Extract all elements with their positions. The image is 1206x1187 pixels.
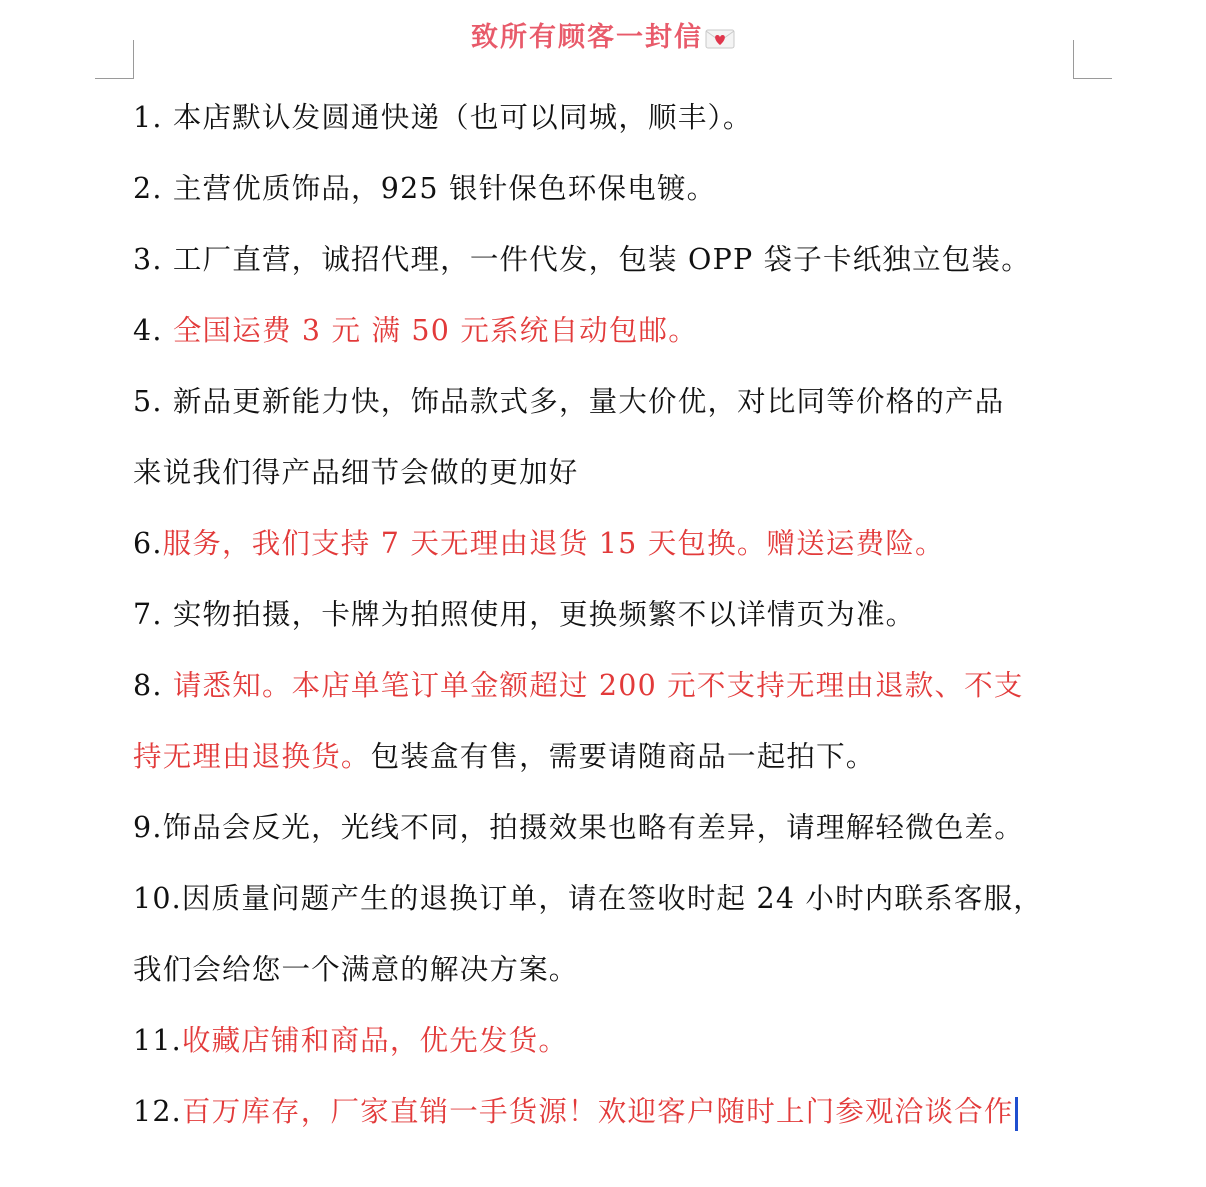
line-suffix: 包装盒有售，需要请随商品一起拍下。: [370, 740, 876, 773]
line-1: [133, 82, 1093, 153]
line-10: [133, 863, 1093, 934]
line-5-continued: [133, 437, 1093, 508]
line-6: [133, 508, 1093, 579]
line-8-continued: [133, 721, 1093, 792]
line-text: 10.因质量问题产生的退换订单，请在签收时起 24 小时内联系客服，: [133, 882, 1044, 915]
page-margin-corner-right: [1073, 40, 1112, 79]
line-text: 1. 本店默认发圆通快递（也可以同城，顺丰）。: [133, 101, 753, 134]
line-prefix: 11.: [133, 1024, 182, 1057]
text-cursor: [1015, 1097, 1018, 1131]
line-3: [133, 224, 1093, 295]
line-prefix: 4.: [133, 314, 173, 347]
line-emphasis: 百万库存，厂家直销一手货源！欢迎客户随时上门参观洽谈合作: [181, 1095, 1014, 1128]
line-prefix: 6.: [133, 527, 163, 560]
line-emphasis: 收藏店铺和商品，优先发货。: [181, 1024, 569, 1057]
line-8: [133, 650, 1093, 721]
line-text: 9.饰品会反光，光线不同，拍摄效果也略有差异，请理解轻微色差。: [133, 811, 1024, 844]
line-2: [133, 153, 1093, 224]
line-text: 我们会给您一个满意的解决方案。: [133, 953, 579, 986]
line-emphasis: 请悉知。本店单笔订单金额超过 200 元不支持无理由退款、不支: [162, 669, 1024, 702]
line-10-continued: [133, 934, 1093, 1005]
line-9: [133, 792, 1093, 863]
line-text: 5. 新品更新能力快，饰品款式多，量大价优，对比同等价格的产品: [133, 385, 1005, 418]
line-prefix: 12.: [133, 1095, 182, 1128]
title-text: 致所有顾客一封信: [471, 22, 703, 53]
line-4: [133, 295, 1093, 366]
line-text: 2. 主营优质饰品，925 银针保色环保电镀。: [133, 172, 717, 205]
line-emphasis: 持无理由退换货。: [133, 740, 371, 773]
line-prefix: 8.: [133, 669, 163, 702]
page-margin-corner-left: [95, 40, 134, 79]
line-12: [133, 1076, 1093, 1147]
line-text: 来说我们得产品细节会做的更加好: [133, 456, 579, 489]
love-letter-icon: [705, 28, 735, 50]
document-body[interactable]: [133, 82, 1093, 1147]
line-emphasis: 全国运费 3 元 满 50 元系统自动包邮。: [172, 314, 698, 347]
line-text: 7. 实物拍摄，卡牌为拍照使用，更换频繁不以详情页为准。: [133, 598, 916, 631]
line-11: [133, 1005, 1093, 1076]
line-text: 3. 工厂直营，诚招代理，一件代发，包装 OPP 袋子卡纸独立包装。: [133, 243, 1031, 276]
line-emphasis: 服务，我们支持 7 天无理由退货 15 天包换。赠送运费险。: [162, 527, 945, 560]
document-title: [0, 18, 1206, 58]
line-7: [133, 579, 1093, 650]
line-5: [133, 366, 1093, 437]
